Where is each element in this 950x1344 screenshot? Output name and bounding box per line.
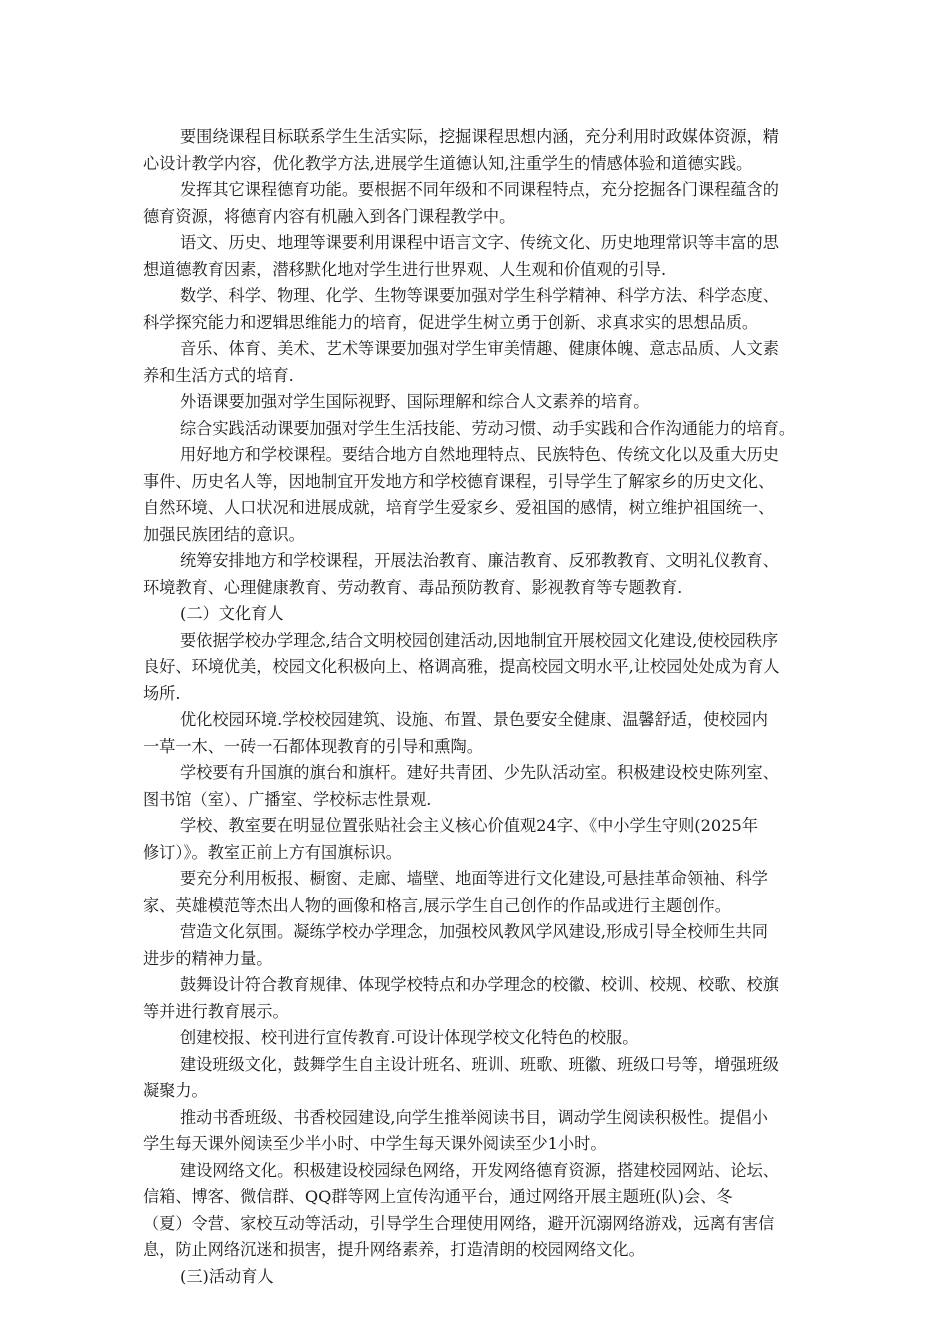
text-line: 优化校园环境.学校校园建筑、设施、布置、景色要安全健康、温馨舒适，使校园内 <box>180 710 768 729</box>
text-line: 推动书香班级、书香校园建设,向学生推举阅读书目，调动学生阅读积极性。提倡小 <box>180 1107 768 1127</box>
text-line: 加强民族团结的意识。 <box>143 524 305 544</box>
text-line: 建设网络文化。积极建设校园绿色网络，开发网络德育资源，搭建校园网站、论坛、 <box>180 1160 779 1180</box>
text-line: 图书馆（室）、广播室、学校标志性景观. <box>143 789 432 809</box>
text-line: 家、英雄模范等杰出人物的画像和格言,展示学生自己创作的作品或进行主题创作。 <box>143 895 731 915</box>
text-line: 自然环境、人口状况和进展成就，培育学生爱家乡、爱祖国的感情，树立维护祖国统一、 <box>143 498 775 517</box>
text-line: 学校要有升国旗的旗台和旗杆。建好共青团、少先队活动室。积极建设校史陈列室、 <box>180 763 779 782</box>
text-line: 德育资源，将德育内容有机融入到各门课程教学中。 <box>143 206 516 226</box>
text-line: 良好、环境优美，校园文化积极向上、格调高雅，提高校园文明水平,让校园处处成为育人 <box>143 657 780 676</box>
document-body <box>143 124 815 1290</box>
text-line: 统筹安排地方和学校课程，开展法治教育、廉洁教育、反邪教教育、文明礼仪教育、 <box>180 551 779 570</box>
text-line: 场所. <box>143 683 181 703</box>
text-line: (三)活动育人 <box>180 1266 274 1286</box>
text-line: 综合实践活动课要加强对学生生活技能、劳动习惯、动手实践和合作沟通能力的培育。 <box>180 418 796 438</box>
text-line: 要充分利用板报、橱窗、走廊、墙壁、地面等进行文化建设,可悬挂革命领袖、科学 <box>180 869 768 888</box>
text-line: 环境教育、心理健康教育、劳动教育、毒品预防教育、影视教育等专题教育. <box>143 577 683 597</box>
text-line: 建设班级文化，鼓舞学生自主设计班名、班训、班歌、班徽、班级口号等，增强班级 <box>180 1054 779 1074</box>
text-line: 养和生活方式的培育. <box>143 365 294 385</box>
text-line: 外语课要加强对学生国际视野、国际理解和综合人文素养的培育。 <box>180 392 650 411</box>
text-line: 息，防止网络沉迷和损害，提升网络素养，打造清朗的校园网络文化。 <box>143 1240 645 1259</box>
text-line: 信箱、博客、微信群、QQ群等网上宣传沟通平台，通过网络开展主题班(队)会、冬 <box>143 1187 733 1206</box>
text-line: 学校、教室要在明显位置张贴社会主义核心价值观24字、《中小学生守则(2025年 <box>180 816 759 835</box>
text-line: (二）文化育人 <box>180 604 284 623</box>
text-line: 发挥其它课程德育功能。要根据不同年级和不同课程特点，充分挖掘各门课程蕴含的 <box>180 180 779 199</box>
text-line: 学生每天课外阅读至少半小时、中学生每天课外阅读至少1小时。 <box>143 1134 607 1153</box>
text-line: 要围绕课程目标联系学生生活实际，挖掘课程思想内涵，充分利用时政媒体资源，精 <box>180 127 779 146</box>
text-line: 鼓舞设计符合教育规律、体现学校特点和办学理念的校徽、校训、校规、校歌、校旗 <box>180 975 779 994</box>
text-line: 创建校报、校刊进行宣传教育.可设计体现学校文化特色的校服。 <box>180 1028 639 1047</box>
text-line: 音乐、体育、美术、艺术等课要加强对学生审美情趣、健康体魄、意志品质、人文素 <box>180 339 779 358</box>
text-line: 想道德教育因素，潜移默化地对学生进行世界观、人生观和价值观的引导. <box>143 259 667 279</box>
text-line: 数学、科学、物理、化学、生物等课要加强对学生科学精神、科学方法、科学态度、 <box>180 286 779 305</box>
text-line: 营造文化氛围。凝练学校办学理念，加强校风教风学风建设,形成引导全校师生共同 <box>180 922 768 941</box>
text-line: 等并进行教育展示。 <box>143 1001 289 1021</box>
text-line: 凝聚力。 <box>143 1081 208 1100</box>
text-line: 修订）》。教室正前上方有国旗标识。 <box>143 842 402 862</box>
text-line: （夏）令营、家校互动等活动，引导学生合理使用网络，避开沉溺网络游戏，远离有害信 <box>143 1213 775 1233</box>
text-line: 科学探究能力和逻辑思维能力的培育，促进学生树立勇于创新、求真求实的思想品质。 <box>143 312 759 332</box>
text-line: 进步的精神力量。 <box>143 948 273 968</box>
text-line: 一草一木、一砖一石都体现教育的引导和熏陶。 <box>143 736 483 756</box>
text-line: 心设计教学内容，优化教学方法,进展学生道德认知,注重学生的情感体验和道德实践。 <box>143 153 753 173</box>
text-line: 事件、历史名人等，因地制宜开发地方和学校德育课程，引导学生了解家乡的历史文化、 <box>143 471 775 491</box>
text-line: 要依据学校办学理念,结合文明校园创建活动,因地制宜开展校园文化建设,使校园秩序 <box>180 630 779 650</box>
text-line: 用好地方和学校课程。要结合地方自然地理特点、民族特色、传统文化以及重大历史 <box>180 445 779 464</box>
text-line: 语文、历史、地理等课要利用课程中语言文字、传统文化、历史地理常识等丰富的思 <box>180 233 779 252</box>
